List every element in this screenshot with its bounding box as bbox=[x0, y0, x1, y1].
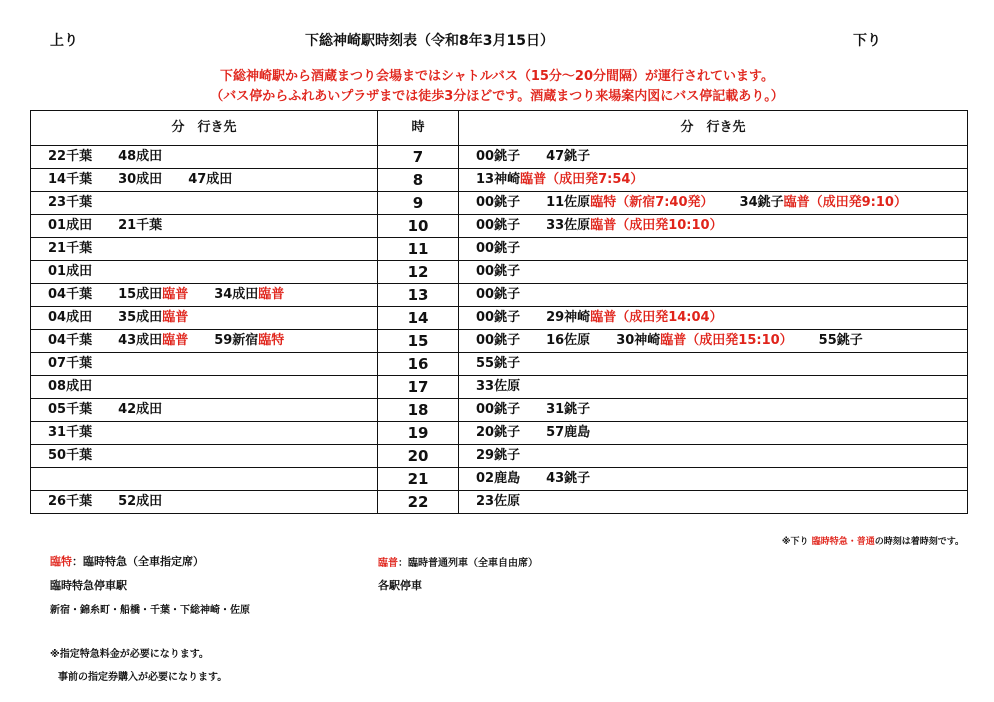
shuttle-notice-line-2: （バス停からふれあいプラザまでは徒歩3分ほどです。酒蔵まつり来場案内図にバス停記載あり。） bbox=[210, 89, 784, 104]
hour-cell: 12 bbox=[378, 261, 459, 284]
timetable-row bbox=[31, 468, 968, 491]
departure-entry: 00銚子 bbox=[476, 310, 521, 325]
hour-cell: 18 bbox=[378, 399, 459, 422]
up-departures-cell bbox=[31, 353, 378, 376]
up-departures-cell bbox=[31, 261, 378, 284]
train-type-label: 臨普（成田発10:10） bbox=[590, 218, 723, 233]
down-departures-cell bbox=[459, 468, 968, 491]
arrival-time-footnote bbox=[782, 534, 964, 547]
departure-entry: 00銚子 bbox=[476, 218, 521, 233]
down-departures-cell bbox=[459, 353, 968, 376]
train-type-label: 臨普（成田発14:04） bbox=[590, 310, 723, 325]
departure-entry: 11佐原 bbox=[546, 195, 591, 210]
departure-entry: 48成田 bbox=[118, 149, 163, 164]
header-up-label: 上り bbox=[50, 33, 78, 49]
departure-entry: 15成田 bbox=[118, 287, 163, 302]
up-departures-cell bbox=[31, 376, 378, 399]
up-departures-cell bbox=[31, 307, 378, 330]
departure-entry: 31銚子 bbox=[546, 402, 591, 417]
up-departures-cell bbox=[31, 445, 378, 468]
hour-cell: 9 bbox=[378, 192, 459, 215]
down-departures-cell bbox=[459, 169, 968, 192]
departure-entry: 47銚子 bbox=[546, 149, 591, 164]
timetable-header-row bbox=[31, 111, 968, 146]
departure-entry: 29銚子 bbox=[476, 448, 521, 463]
up-departures-cell bbox=[31, 284, 378, 307]
departure-entry: 22千葉 bbox=[48, 149, 93, 164]
timetable-row bbox=[31, 284, 968, 307]
departure-entry: 30成田 bbox=[118, 172, 163, 187]
departure-entry: 57鹿島 bbox=[546, 425, 591, 440]
express-fee-note: ※指定特急料金が必要になります。 bbox=[50, 649, 209, 660]
down-departures-cell bbox=[459, 399, 968, 422]
departure-entry: 01成田 bbox=[48, 218, 93, 233]
departure-entry: 55銚子 bbox=[818, 333, 863, 348]
down-column-header: 分 行き先 bbox=[459, 111, 968, 146]
hour-cell: 15 bbox=[378, 330, 459, 353]
departure-entry: 47成田 bbox=[188, 172, 233, 187]
up-departures-cell bbox=[31, 468, 378, 491]
departure-entry: 21千葉 bbox=[118, 218, 163, 233]
departure-entry: 00銚子 bbox=[476, 402, 521, 417]
down-departures-cell bbox=[459, 445, 968, 468]
down-departures-cell bbox=[459, 422, 968, 445]
down-departures-cell bbox=[459, 307, 968, 330]
reservation-note: 事前の指定券購入が必要になります。 bbox=[58, 672, 228, 683]
down-departures-cell bbox=[459, 261, 968, 284]
departure-entry: 00銚子 bbox=[476, 264, 521, 279]
departure-entry: 59新宿 bbox=[214, 333, 259, 348]
hour-cell: 10 bbox=[378, 215, 459, 238]
departure-entry: 08成田 bbox=[48, 379, 93, 394]
departure-entry: 00銚子 bbox=[476, 287, 521, 302]
down-departures-cell bbox=[459, 192, 968, 215]
footnote-suffix: の時刻は着時刻です。 bbox=[874, 537, 964, 547]
shuttle-notice-line-1: 下総神崎駅から酒蔵まつり会場まではシャトルバス（15分～20分間隔）が運行されています。 bbox=[220, 69, 774, 84]
departure-entry: 33佐原 bbox=[476, 379, 521, 394]
timetable-row bbox=[31, 192, 968, 215]
down-departures-cell bbox=[459, 238, 968, 261]
departure-entry: 29神崎 bbox=[546, 310, 591, 325]
departure-entry: 31千葉 bbox=[48, 425, 93, 440]
train-type-label: 臨普 bbox=[162, 333, 189, 348]
timetable-row bbox=[31, 376, 968, 399]
departure-entry: 00銚子 bbox=[476, 195, 521, 210]
timetable-row bbox=[31, 422, 968, 445]
up-departures-cell bbox=[31, 422, 378, 445]
departure-entry: 34成田 bbox=[214, 287, 259, 302]
departure-entry: 04成田 bbox=[48, 310, 93, 325]
hour-column-header: 時 bbox=[378, 111, 459, 146]
departure-entry: 23千葉 bbox=[48, 195, 93, 210]
timetable-row bbox=[31, 261, 968, 284]
down-departures-cell bbox=[459, 491, 968, 514]
departure-entry: 01成田 bbox=[48, 264, 93, 279]
hour-cell: 11 bbox=[378, 238, 459, 261]
express-stops-list: 新宿・錦糸町・船橋・千葉・下総神崎・佐原 bbox=[50, 605, 250, 616]
up-departures-cell bbox=[31, 192, 378, 215]
departure-entry: 43銚子 bbox=[546, 471, 591, 486]
departure-entry: 55銚子 bbox=[476, 356, 521, 371]
timetable-row bbox=[31, 215, 968, 238]
hour-cell: 16 bbox=[378, 353, 459, 376]
up-departures-cell bbox=[31, 399, 378, 422]
departure-entry: 50千葉 bbox=[48, 448, 93, 463]
timetable-row bbox=[31, 307, 968, 330]
express-legend bbox=[50, 553, 204, 569]
hour-cell: 7 bbox=[378, 146, 459, 169]
up-departures-cell bbox=[31, 330, 378, 353]
departure-entry: 30神崎 bbox=[616, 333, 661, 348]
down-departures-cell bbox=[459, 215, 968, 238]
departure-entry: 04千葉 bbox=[48, 333, 93, 348]
footnote-prefix: ※下り bbox=[781, 537, 809, 547]
down-departures-cell bbox=[459, 376, 968, 399]
header-down-label: 下り bbox=[853, 33, 881, 49]
timetable-row bbox=[31, 353, 968, 376]
up-departures-cell bbox=[31, 491, 378, 514]
train-type-label: 臨普 bbox=[162, 287, 189, 302]
departure-entry: 04千葉 bbox=[48, 287, 93, 302]
hour-cell: 14 bbox=[378, 307, 459, 330]
up-column-header: 分 行き先 bbox=[31, 111, 378, 146]
down-departures-cell bbox=[459, 330, 968, 353]
departure-entry: 42成田 bbox=[118, 402, 163, 417]
local-key: 臨普 bbox=[378, 558, 398, 569]
departure-entry: 05千葉 bbox=[48, 402, 93, 417]
timetable-row bbox=[31, 399, 968, 422]
timetable bbox=[30, 110, 968, 514]
express-key: 臨特 bbox=[50, 555, 72, 568]
departure-entry: 07千葉 bbox=[48, 356, 93, 371]
timetable-row bbox=[31, 445, 968, 468]
train-type-label: 臨普（成田発15:10） bbox=[660, 333, 793, 348]
hour-cell: 21 bbox=[378, 468, 459, 491]
up-departures-cell bbox=[31, 169, 378, 192]
timetable-row bbox=[31, 330, 968, 353]
up-departures-cell bbox=[31, 146, 378, 169]
train-type-label: 臨普（成田発9:10） bbox=[783, 195, 907, 210]
up-departures-cell bbox=[31, 215, 378, 238]
departure-entry: 43成田 bbox=[118, 333, 163, 348]
hour-cell: 17 bbox=[378, 376, 459, 399]
departure-entry: 26千葉 bbox=[48, 494, 93, 509]
hour-cell: 20 bbox=[378, 445, 459, 468]
departure-entry: 00銚子 bbox=[476, 241, 521, 256]
down-departures-cell bbox=[459, 284, 968, 307]
train-type-label: 臨普（成田発7:54） bbox=[520, 172, 644, 187]
footnote-special: 臨時特急・普通 bbox=[811, 537, 875, 547]
departure-entry: 21千葉 bbox=[48, 241, 93, 256]
timetable-row bbox=[31, 146, 968, 169]
express-stops-title: 臨時特急停車駅 bbox=[50, 579, 127, 592]
departure-entry: 00銚子 bbox=[476, 149, 521, 164]
departure-entry: 35成田 bbox=[118, 310, 163, 325]
train-type-label: 臨普 bbox=[258, 287, 285, 302]
hour-cell: 8 bbox=[378, 169, 459, 192]
hour-cell: 19 bbox=[378, 422, 459, 445]
departure-entry: 20銚子 bbox=[476, 425, 521, 440]
departure-entry: 16佐原 bbox=[546, 333, 591, 348]
local-desc: ：臨時普通列車（全車自由席） bbox=[398, 558, 538, 569]
train-type-label: 臨特（新宿7:40発） bbox=[590, 195, 714, 210]
departure-entry: 34銚子 bbox=[739, 195, 784, 210]
departure-entry: 13神崎 bbox=[476, 172, 521, 187]
timetable-row bbox=[31, 491, 968, 514]
departure-entry: 23佐原 bbox=[476, 494, 521, 509]
timetable-body bbox=[31, 146, 968, 514]
departure-entry: 52成田 bbox=[118, 494, 163, 509]
local-stops: 各駅停車 bbox=[378, 579, 422, 592]
departure-entry: 33佐原 bbox=[546, 218, 591, 233]
timetable-row bbox=[31, 169, 968, 192]
page-title: 下総神崎駅時刻表（令和8年3月15日） bbox=[305, 33, 554, 49]
hour-cell: 22 bbox=[378, 491, 459, 514]
up-departures-cell bbox=[31, 238, 378, 261]
departure-entry: 14千葉 bbox=[48, 172, 93, 187]
train-type-label: 臨特 bbox=[258, 333, 285, 348]
local-legend bbox=[378, 554, 538, 569]
train-type-label: 臨普 bbox=[162, 310, 189, 325]
departure-entry: 02鹿島 bbox=[476, 471, 521, 486]
hour-cell: 13 bbox=[378, 284, 459, 307]
departure-entry: 00銚子 bbox=[476, 333, 521, 348]
timetable-row bbox=[31, 238, 968, 261]
down-departures-cell bbox=[459, 146, 968, 169]
express-desc: ：臨時特急（全車指定席） bbox=[72, 555, 204, 568]
